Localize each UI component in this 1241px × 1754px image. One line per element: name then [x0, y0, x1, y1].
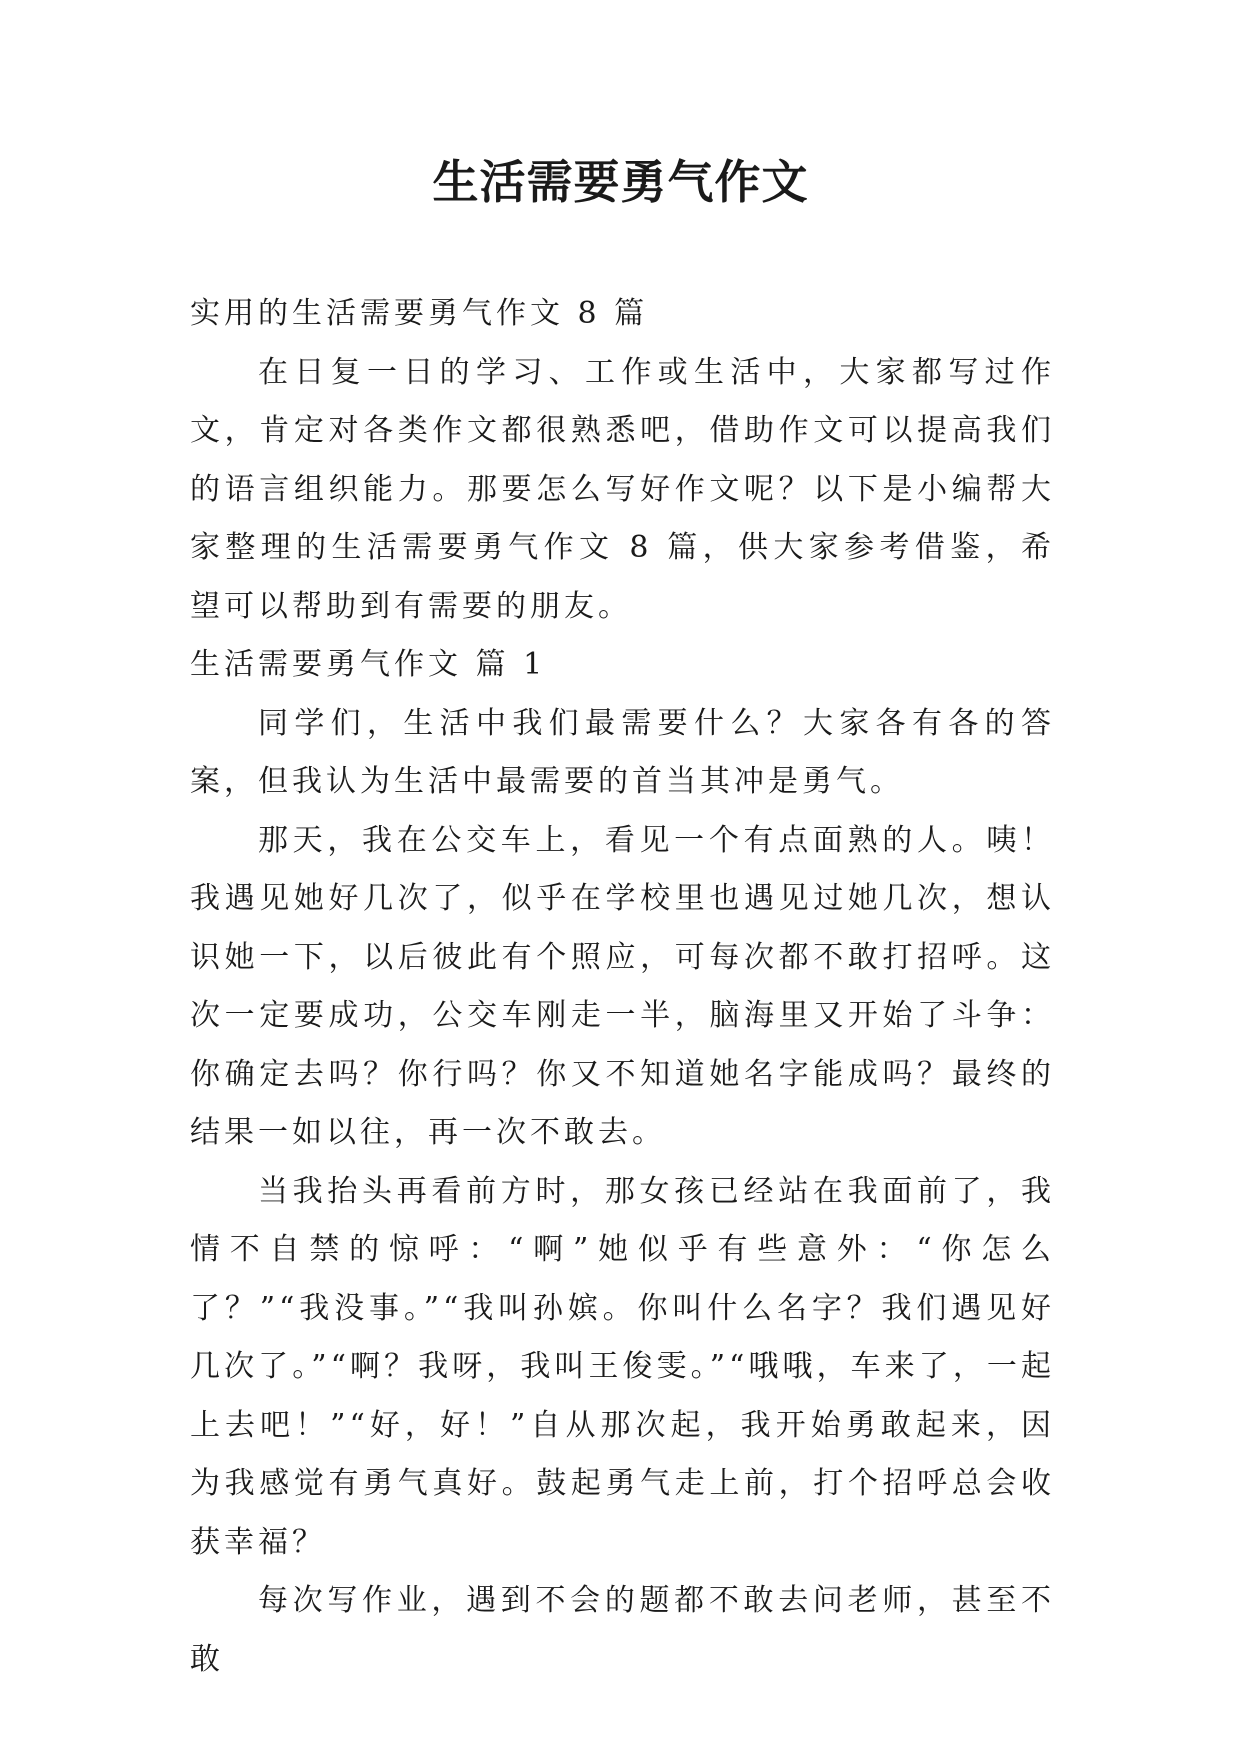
document-body	[190, 285, 1055, 1689]
body-paragraph: 同学们，生活中我们最需要什么？大家各有各的答案，但我认为生活中最需要的首当其冲是勇气。	[190, 705, 1055, 799]
section-heading: 生活需要勇气作文 篇 1	[190, 647, 547, 682]
document-subtitle: 实用的生活需要勇气作文 8 篇	[190, 296, 649, 331]
body-paragraph: 那天，我在公交车上，看见一个有点面熟的人。咦！我遇见她好几次了，似乎在学校里也遇见过她几次，想认识她一下，以后彼此有个照应，可每次都不敢打招呼。这次一定要成功，公交车刚走一半，脑海里又开始了斗争：你确定去吗？你行吗？你又不知道她名字能成吗？最终的结果一如以往，再一次不敢去。	[190, 822, 1055, 1150]
intro-paragraph: 在日复一日的学习、工作或生活中，大家都写过作文，肯定对各类作文都很熟悉吧，借助作文可以提高我们的语言组织能力。那要怎么写好作文呢？以下是小编帮大家整理的生活需要勇气作文 8 篇，供大家参考借鉴，希望可以帮助到有需要的朋友。	[190, 354, 1055, 624]
body-paragraph: 当我抬头再看前方时，那女孩已经站在我面前了，我情不自禁的惊呼：“啊”她似乎有些意外：“你怎么了？”“我没事。”“我叫孙嫔。你叫什么名字？我们遇见好几次了。”“啊？我呀，我叫王俊雯。”“哦哦，车来了，一起上去吧！”“好，好！”自从那次起，我开始勇敢起来，因为我感觉有勇气真好。鼓起勇气走上前，打个招呼总会收获幸福？	[190, 1173, 1055, 1560]
document-title: 生活需要勇气作文	[432, 155, 809, 209]
body-paragraph: 每次写作业，遇到不会的题都不敢去问老师，甚至不敢	[190, 1583, 1055, 1677]
